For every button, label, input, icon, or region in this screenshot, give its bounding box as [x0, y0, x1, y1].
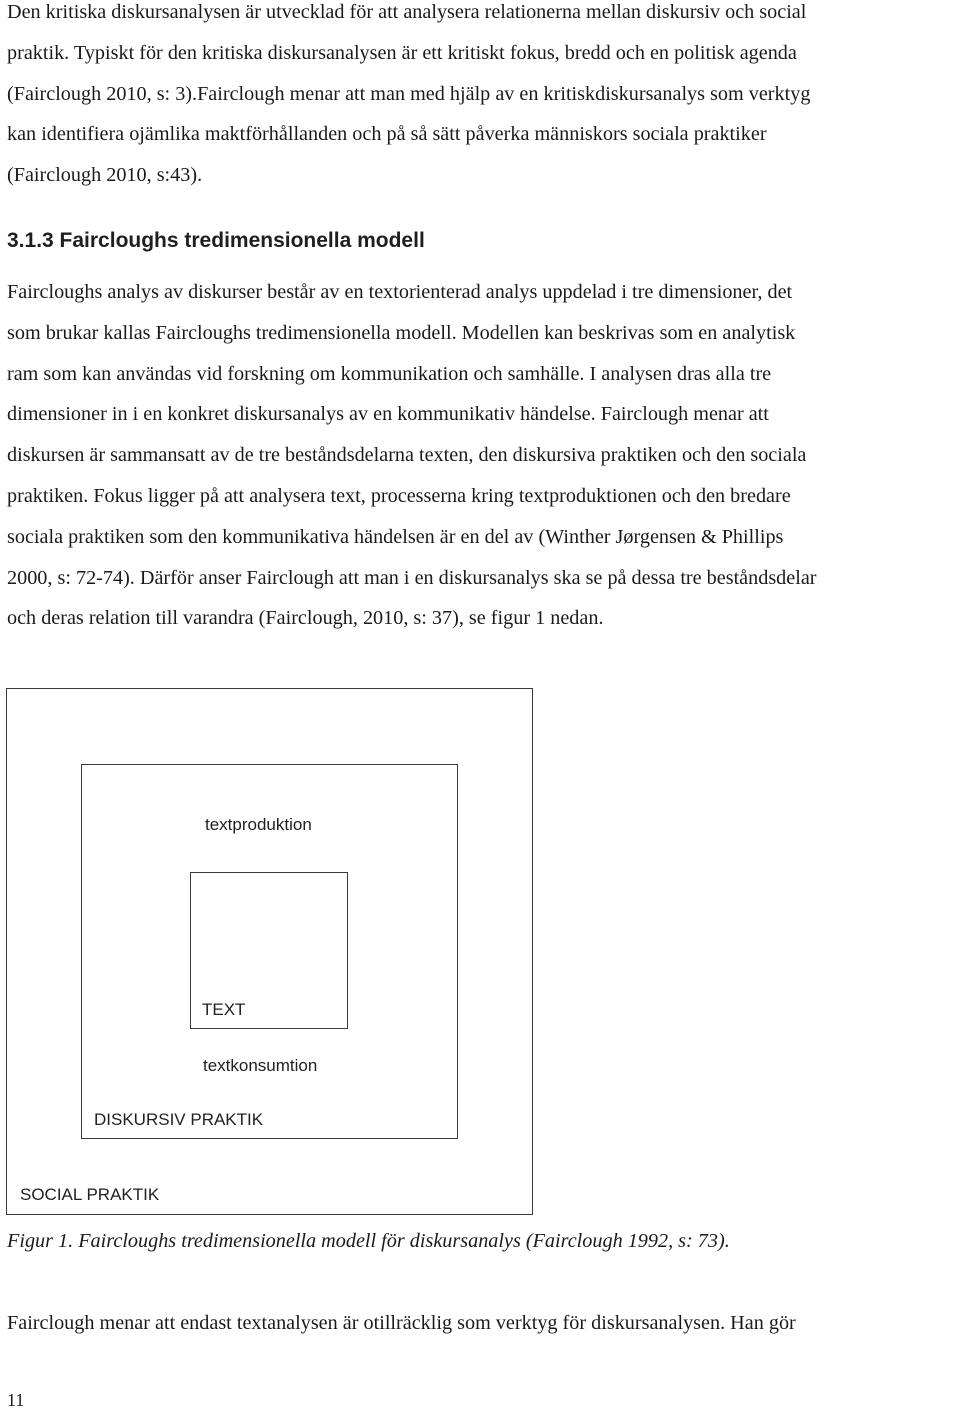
paragraph-model [7, 272, 960, 639]
text-label: TEXT [202, 1000, 246, 1019]
text-line: 2000, s: 72-74). Därför anser Fairclough att man i en diskursanalys ska se på dessa tre beståndsdelar [7, 566, 817, 589]
text-line: praktik. Typiskt för den kritiska diskursanalysen är ett kritiskt fokus, bredd och en politisk agenda [7, 41, 797, 64]
text-line: och deras relation till varandra (Fairclough, 2010, s: 37), se figur 1 nedan. [7, 607, 604, 630]
text-line: kan identifiera ojämlika maktförhållanden och på så sätt påverka människors sociala praktiker [7, 123, 767, 146]
text-line: praktiken. Fokus ligger på att analysera text, processerna kring textproduktionen och den bredare [7, 484, 791, 507]
social-praktik-label: SOCIAL PRAKTIK [20, 1185, 160, 1204]
paragraph-continuation: Fairclough menar att endast textanalysen är otillräcklig som verktyg för diskursanalysen. Han gör [7, 1312, 796, 1334]
textkonsumtion-label: textkonsumtion [203, 1056, 318, 1075]
text-line: (Fairclough 2010, s:43). [7, 164, 203, 187]
text-line: Den kritiska diskursanalysen är utvecklad för att analysera relationerna mellan diskursiv och social [7, 1, 807, 23]
diskursiv-praktik-label: DISKURSIV PRAKTIK [94, 1110, 264, 1129]
text-line: sociala praktiken som den kommunikativa händelsen är en del av (Winther Jørgensen & Phillips [7, 525, 784, 548]
text-line: som brukar kallas Faircloughs tredimensionella modell. Modellen kan beskrivas som en analytisk [7, 321, 796, 344]
text-line: diskursen är sammansatt av de tre beståndsdelarna texten, den diskursiva praktiken och den sociala [7, 444, 807, 467]
text-line: Faircloughs analys av diskurser består av en textorienterad analys uppdelad i tre dimensioner, det [7, 281, 793, 303]
text-line: dimensioner in i en konkret diskursanalys av en kommunikativ händelse. Fairclough menar att [7, 403, 769, 426]
text-line: (Fairclough 2010, s: 3).Fairclough menar att man med hjälp av en kritiskdiskursanalys som verktyg [7, 82, 811, 105]
textproduktion-label: textproduktion [205, 815, 312, 834]
section-heading: 3.1.3 Faircloughs tredimensionella modell [7, 229, 425, 252]
paragraph-intro [7, 0, 960, 196]
figure-caption: Figur 1. Faircloughs tredimensionella modell för diskursanalys (Fairclough 1992, s: 73). [7, 1230, 730, 1252]
text-line: ram som kan användas vid forskning om kommunikation och samhälle. I analysen dras alla tre [7, 362, 772, 385]
page-number: 11 [7, 1390, 25, 1410]
